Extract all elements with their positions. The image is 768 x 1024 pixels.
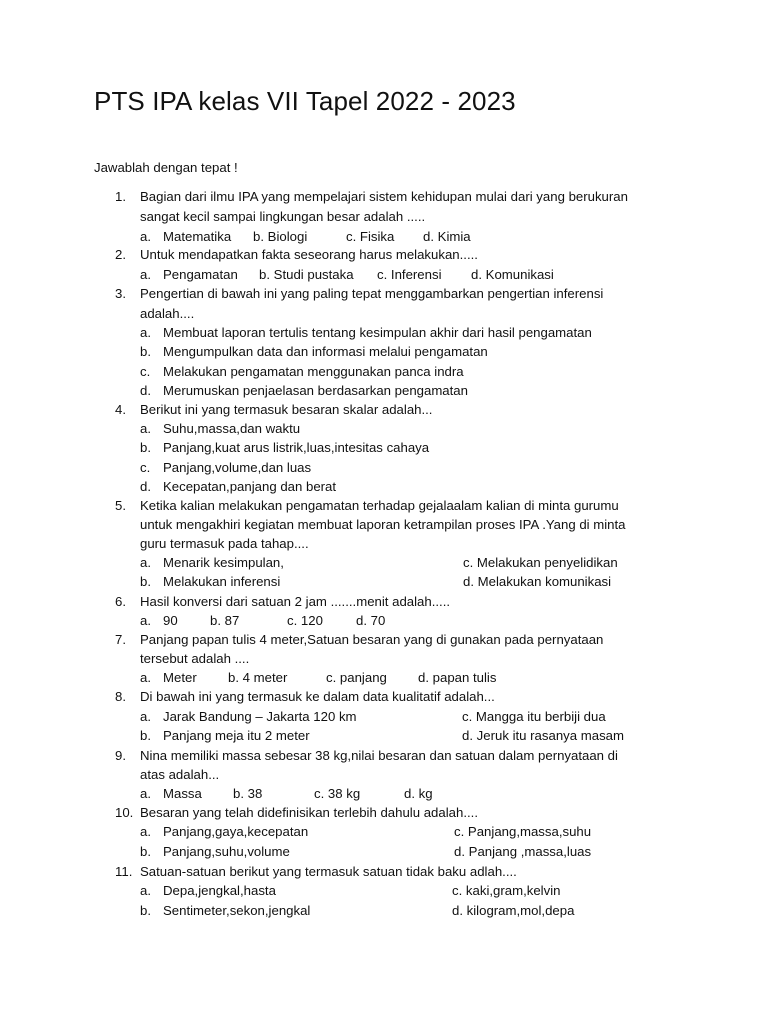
option-letter: a. bbox=[140, 883, 151, 898]
option-b: b. 4 meter bbox=[228, 670, 288, 685]
option-b: b. 38 bbox=[233, 786, 263, 801]
option-c: c. panjang bbox=[326, 670, 387, 685]
option-letter: a. bbox=[140, 267, 151, 282]
option-a: Massa bbox=[163, 786, 202, 801]
option-a: Panjang,gaya,kecepatan bbox=[163, 824, 309, 839]
question-text: guru termasuk pada tahap.... bbox=[140, 536, 309, 551]
option-c: Melakukan pengamatan menggunakan panca indra bbox=[163, 364, 464, 379]
option-letter: a. bbox=[140, 670, 151, 685]
option-c: c. Inferensi bbox=[377, 267, 442, 282]
option-d: d. Kimia bbox=[423, 229, 471, 244]
question-text: untuk mengakhiri kegiatan membuat laporan ketrampilan proses IPA .Yang di minta bbox=[140, 517, 626, 532]
option-a: Matematika bbox=[163, 229, 232, 244]
option-d: d. Jeruk itu rasanya masam bbox=[462, 728, 624, 743]
option-b: Panjang,suhu,volume bbox=[163, 844, 290, 859]
option-c: c. Fisika bbox=[346, 229, 395, 244]
option-letter: c. bbox=[140, 460, 151, 475]
option-b: b. Studi pustaka bbox=[259, 267, 354, 282]
option-b: Panjang,kuat arus listrik,luas,intesitas cahaya bbox=[163, 440, 430, 455]
question-number: 9. bbox=[115, 748, 126, 763]
option-d: d. Komunikasi bbox=[471, 267, 554, 282]
option-d: d. kg bbox=[404, 786, 433, 801]
option-b: Mengumpulkan data dan informasi melalui pengamatan bbox=[163, 344, 488, 359]
option-c: Panjang,volume,dan luas bbox=[163, 460, 312, 475]
option-a: Depa,jengkal,hasta bbox=[163, 883, 276, 898]
question-number: 7. bbox=[115, 632, 126, 647]
question-number: 8. bbox=[115, 689, 126, 704]
option-d: d. 70 bbox=[356, 613, 386, 628]
option-d: Kecepatan,panjang dan berat bbox=[163, 479, 337, 494]
question-number: 3. bbox=[115, 286, 126, 301]
option-b: b. 87 bbox=[210, 613, 240, 628]
question-text: Ketika kalian melakukan pengamatan terhadap gejalaalam kalian di minta gurumu bbox=[140, 498, 619, 513]
question-text: tersebut adalah .... bbox=[140, 651, 250, 666]
option-c: c. 38 kg bbox=[314, 786, 361, 801]
option-d: d. Melakukan komunikasi bbox=[463, 574, 612, 589]
option-letter: b. bbox=[140, 574, 151, 589]
question-text: Di bawah ini yang termasuk ke dalam data kualitatif adalah... bbox=[140, 689, 495, 704]
option-letter: b. bbox=[140, 903, 151, 918]
option-letter: d. bbox=[140, 383, 151, 398]
option-letter: a. bbox=[140, 421, 151, 436]
question-number: 2. bbox=[115, 247, 126, 262]
option-a: Menarik kesimpulan, bbox=[163, 555, 284, 570]
question-text: sangat kecil sampai lingkungan besar adalah ..... bbox=[140, 209, 426, 224]
option-d: d. Panjang ,massa,luas bbox=[454, 844, 592, 859]
option-a: Suhu,massa,dan waktu bbox=[163, 421, 301, 436]
option-b: Sentimeter,sekon,jengkal bbox=[163, 903, 311, 918]
question-number: 4. bbox=[115, 402, 126, 417]
question-text: Panjang papan tulis 4 meter,Satuan besaran yang di gunakan pada pernyataan bbox=[140, 632, 604, 647]
question-text: Berikut ini yang termasuk besaran skalar adalah... bbox=[140, 402, 433, 417]
option-letter: a. bbox=[140, 325, 151, 340]
option-a: 90 bbox=[163, 613, 178, 628]
question-text: Satuan-satuan berikut yang termasuk satuan tidak baku adlah.... bbox=[140, 864, 517, 879]
option-letter: a. bbox=[140, 709, 151, 724]
page-title: PTS IPA kelas VII Tapel 2022 - 2023 bbox=[94, 86, 516, 116]
option-letter: a. bbox=[140, 229, 151, 244]
option-b: Melakukan inferensi bbox=[163, 574, 281, 589]
instruction-text: Jawablah dengan tepat ! bbox=[94, 160, 238, 175]
option-b: b. Biologi bbox=[253, 229, 308, 244]
option-d: d. papan tulis bbox=[418, 670, 497, 685]
question-number: 1. bbox=[115, 189, 126, 204]
option-c: c. Mangga itu berbiji dua bbox=[462, 709, 606, 724]
question-number: 10. bbox=[115, 805, 134, 820]
option-letter: c. bbox=[140, 364, 151, 379]
option-letter: a. bbox=[140, 824, 151, 839]
option-a: Membuat laporan tertulis tentang kesimpulan akhir dari hasil pengamatan bbox=[163, 325, 592, 340]
question-number: 11. bbox=[115, 864, 133, 879]
option-a: Pengamatan bbox=[163, 267, 238, 282]
question-text: Bagian dari ilmu IPA yang mempelajari sistem kehidupan mulai dari yang berukuran bbox=[140, 189, 628, 204]
option-d: d. kilogram,mol,depa bbox=[452, 903, 575, 918]
option-letter: b. bbox=[140, 728, 151, 743]
option-c: c. 120 bbox=[287, 613, 323, 628]
option-c: c. Melakukan penyelidikan bbox=[463, 555, 618, 570]
option-a: Meter bbox=[163, 670, 197, 685]
option-c: c. kaki,gram,kelvin bbox=[452, 883, 561, 898]
option-letter: a. bbox=[140, 613, 151, 628]
question-text: adalah.... bbox=[140, 306, 195, 321]
question-number: 5. bbox=[115, 498, 126, 513]
question-number: 6. bbox=[115, 594, 126, 609]
question-text: Besaran yang telah didefinisikan terlebih dahulu adalah.... bbox=[140, 805, 478, 820]
option-letter: b. bbox=[140, 440, 151, 455]
option-a: Jarak Bandung – Jakarta 120 km bbox=[163, 709, 357, 724]
question-text: Nina memiliki massa sebesar 38 kg,nilai besaran dan satuan dalam pernyataan di bbox=[140, 748, 618, 763]
question-text: atas adalah... bbox=[140, 767, 220, 782]
option-d: Merumuskan penjaelasan berdasarkan pengamatan bbox=[163, 383, 468, 398]
option-letter: a. bbox=[140, 555, 151, 570]
option-letter: b. bbox=[140, 344, 151, 359]
option-letter: b. bbox=[140, 844, 151, 859]
option-letter: a. bbox=[140, 786, 151, 801]
option-letter: d. bbox=[140, 479, 151, 494]
option-c: c. Panjang,massa,suhu bbox=[454, 824, 592, 839]
question-text: Hasil konversi dari satuan 2 jam .......menit adalah..... bbox=[140, 594, 451, 609]
question-text: Untuk mendapatkan fakta seseorang harus melakukan..... bbox=[140, 247, 478, 262]
option-b: Panjang meja itu 2 meter bbox=[163, 728, 310, 743]
question-text: Pengertian di bawah ini yang paling tepat menggambarkan pengertian inferensi bbox=[140, 286, 604, 301]
